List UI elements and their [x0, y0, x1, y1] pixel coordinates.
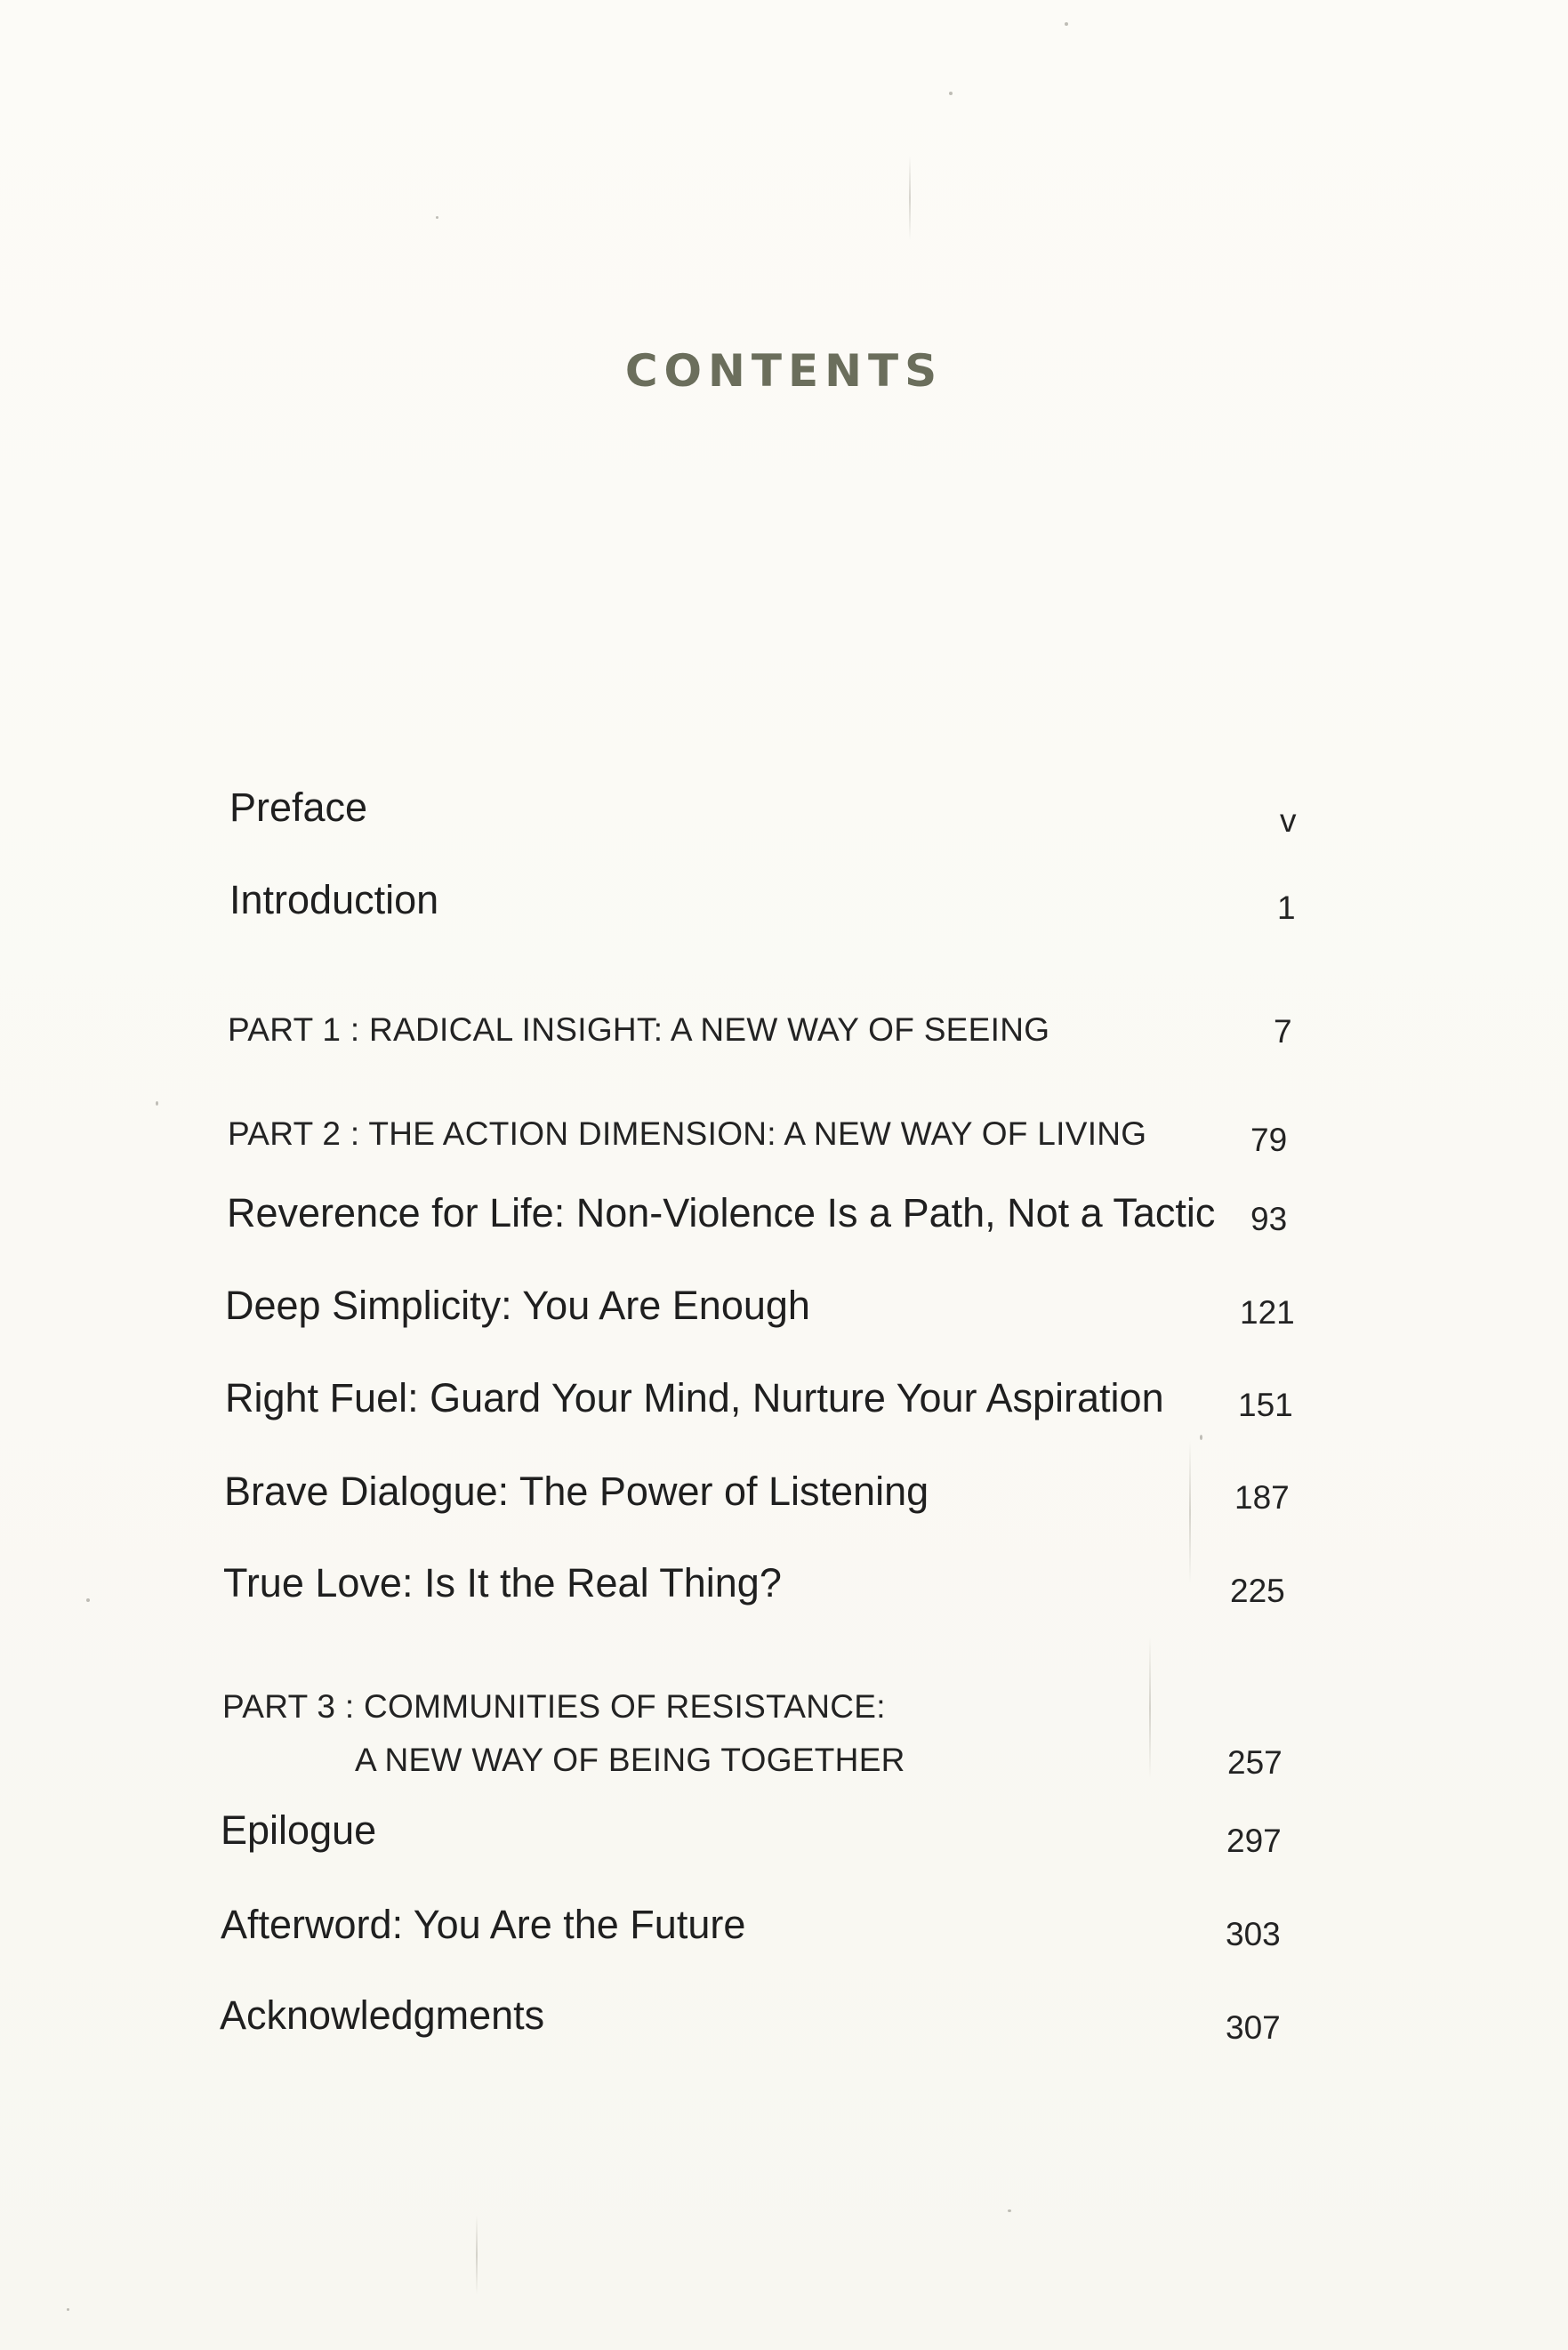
toc-entry-page: 257 — [1227, 1744, 1283, 1781]
toc-entry-page: 187 — [1234, 1479, 1290, 1516]
toc-entry-page: 225 — [1230, 1573, 1285, 1609]
toc-entry-page: 151 — [1238, 1387, 1293, 1423]
toc-entry-page: 1 — [1277, 889, 1296, 926]
toc-entry-page: 93 — [1250, 1201, 1288, 1237]
toc-entry-page: 297 — [1226, 1823, 1282, 1859]
toc-entry-label: Reverence for Life: Non-Violence Is a Path, Not a Tactic — [227, 1190, 1216, 1235]
toc-part-label: PART 1 : RADICAL INSIGHT: A NEW WAY OF SEEING — [228, 1011, 1050, 1048]
toc-entry-label: Brave Dialogue: The Power of Listening — [224, 1469, 929, 1514]
toc-entry-page: 7 — [1274, 1013, 1292, 1050]
toc-entry-label: Afterword: You Are the Future — [221, 1902, 746, 1947]
toc-part-label: PART 3 : COMMUNITIES OF RESISTANCE: — [222, 1688, 886, 1725]
toc-entry-label: Acknowledgments — [220, 1992, 545, 2038]
toc-entry-label: True Love: Is It the Real Thing? — [223, 1560, 782, 1606]
toc-entry-label: Deep Simplicity: You Are Enough — [225, 1283, 810, 1328]
toc-entry-page: 79 — [1250, 1122, 1288, 1158]
toc-entry-label: Epilogue — [221, 1807, 377, 1853]
page-title: CONTENTS — [624, 345, 944, 397]
toc-entry-label: Preface — [229, 785, 368, 830]
toc-entry-label: Introduction — [229, 877, 439, 922]
toc-entry-page: 307 — [1226, 2009, 1281, 2046]
toc-part-label: PART 2 : THE ACTION DIMENSION: A NEW WAY OF LIVING — [228, 1115, 1147, 1152]
toc-entry-page: 303 — [1226, 1916, 1281, 1952]
toc-entry-page: 121 — [1240, 1294, 1295, 1331]
toc-entry-page: v — [1280, 802, 1297, 839]
toc-entry-label: Right Fuel: Guard Your Mind, Nurture Your Aspiration — [225, 1375, 1164, 1420]
toc-part-label-continued: A NEW WAY OF BEING TOGETHER — [355, 1742, 905, 1778]
